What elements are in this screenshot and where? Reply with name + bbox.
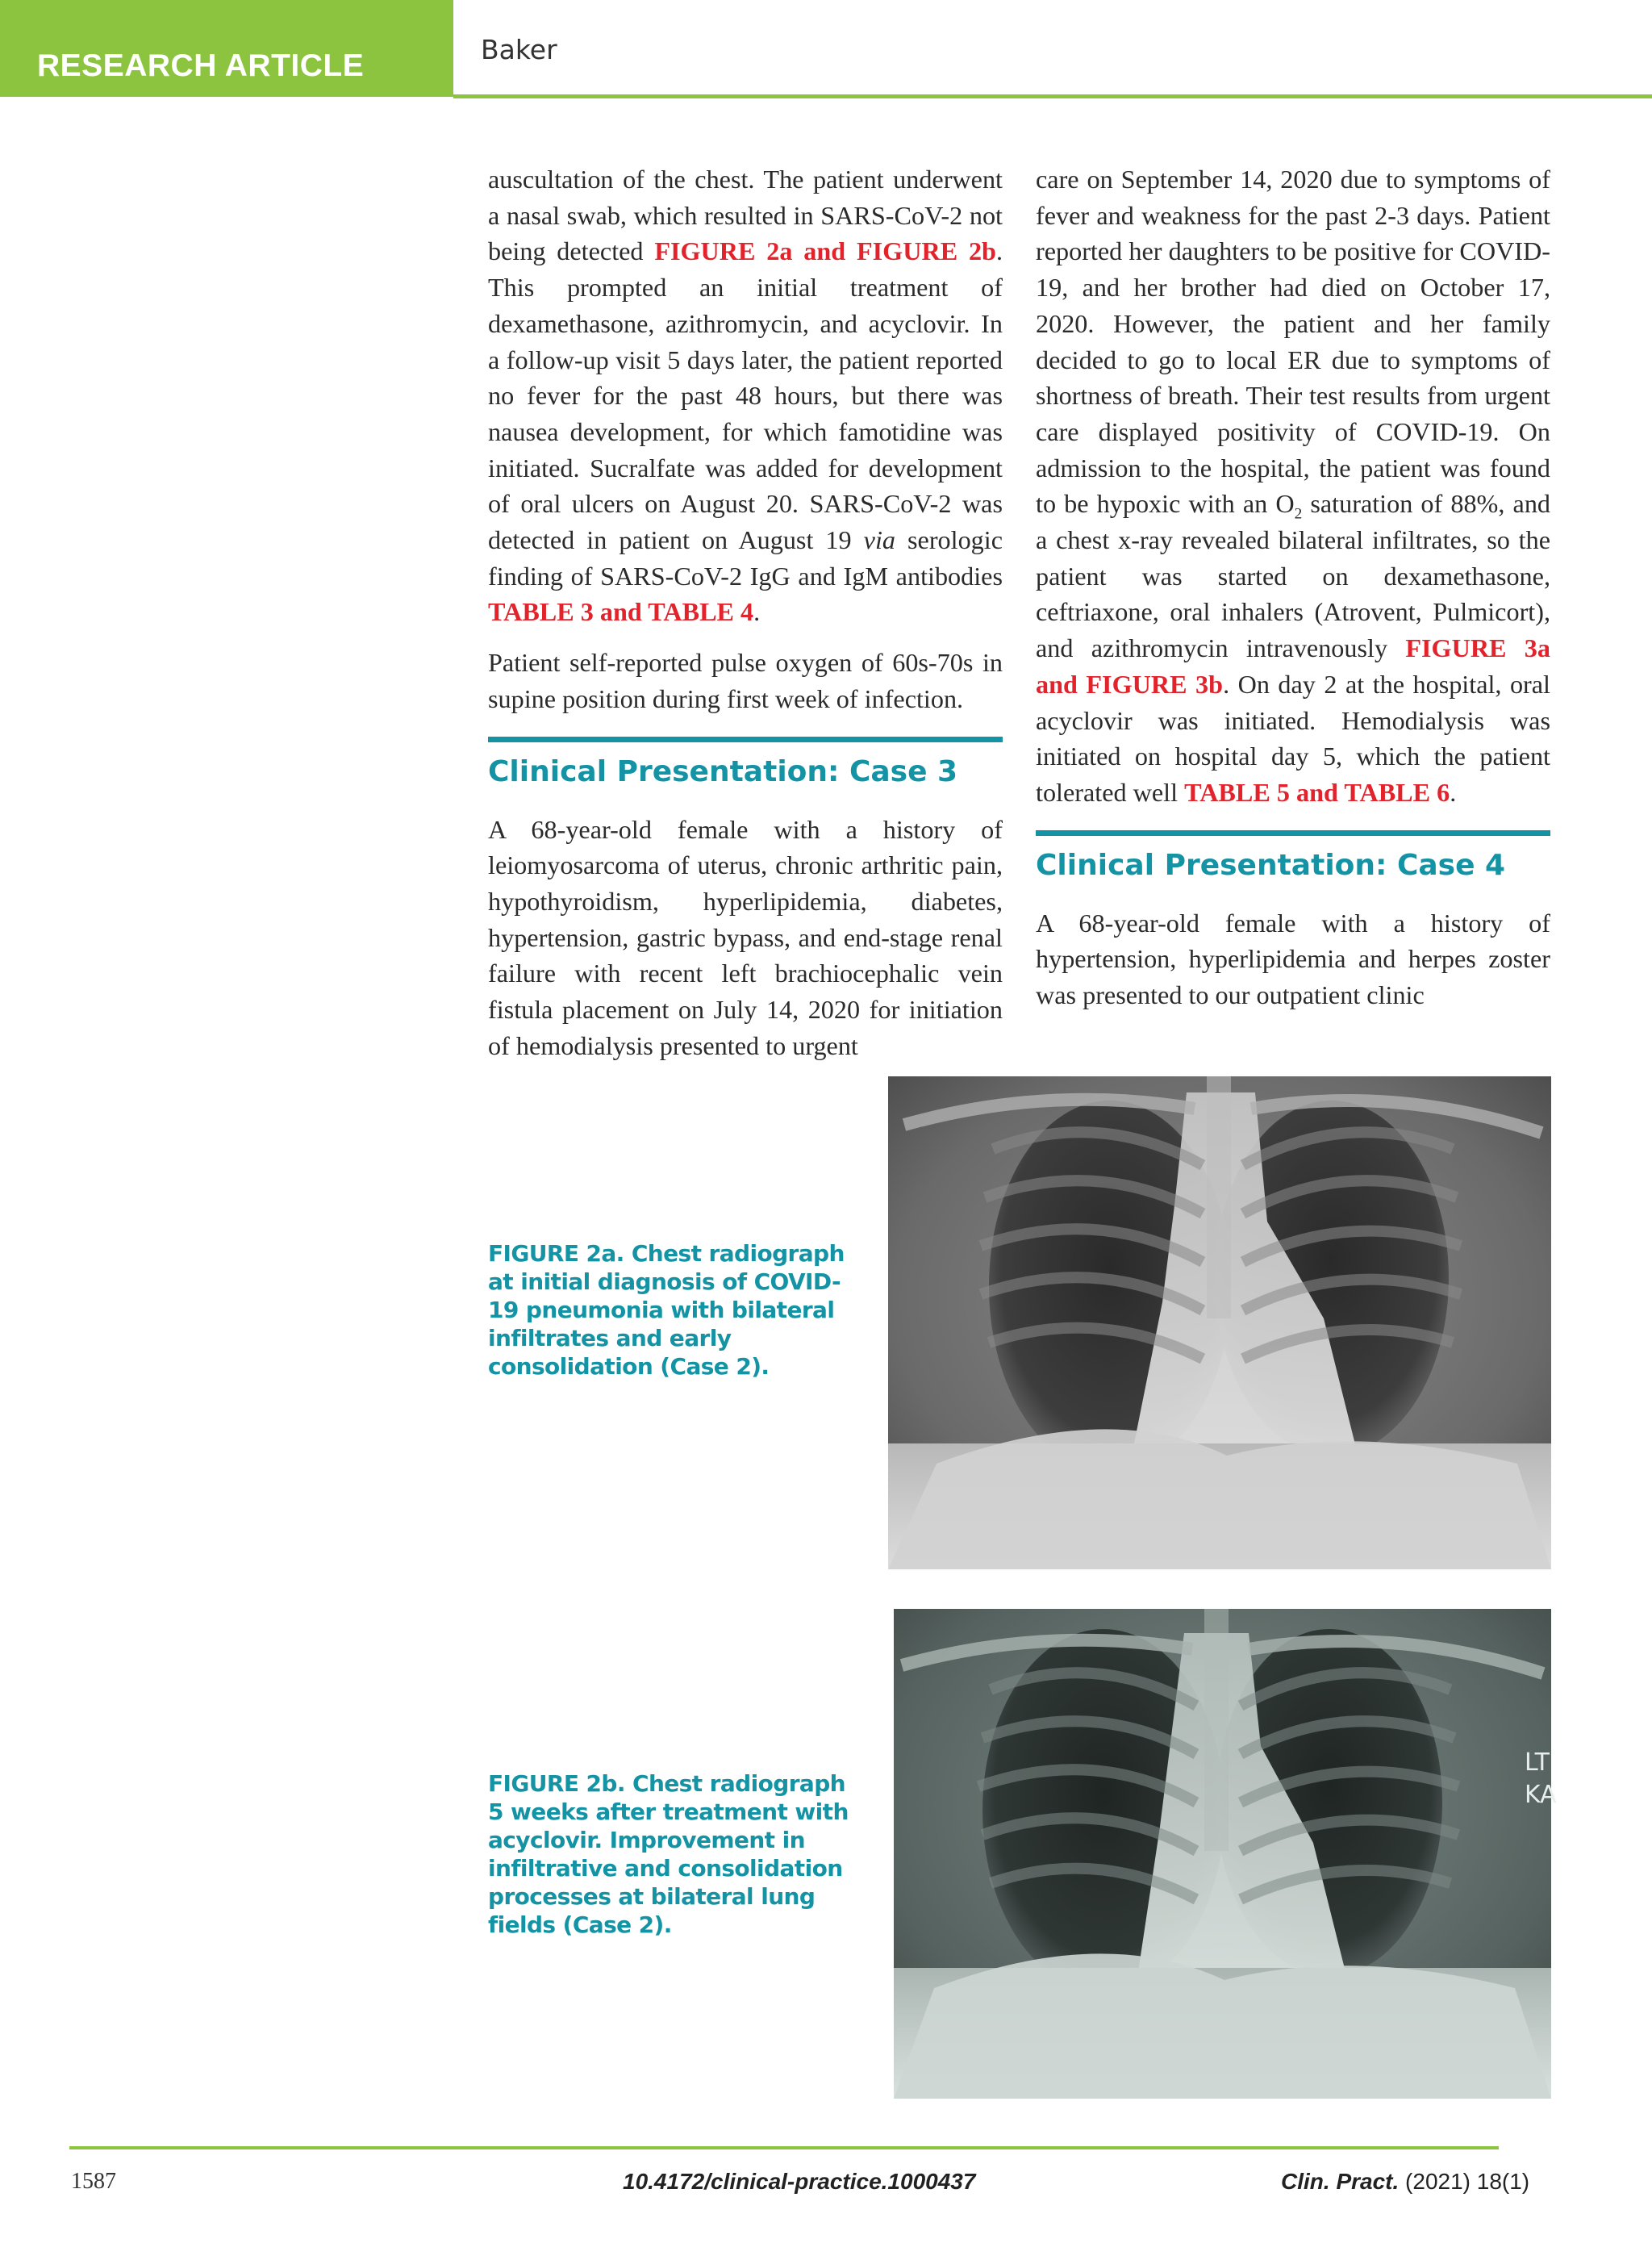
radiograph-side-marker-line2: KA (1525, 1781, 1557, 1809)
figure-2-reference-link[interactable]: FIGURE 2a and FIGURE 2b (654, 236, 996, 266)
paragraph-pulse-oxygen: Patient self-reported pulse oxygen of 60s-70s in supine position during first week of infection. (488, 648, 1003, 713)
running-head-author: Baker (481, 34, 557, 65)
text-run: . This prompted an initial treatment of dexamethasone, azithromycin, and acyclovir. In a follow-up visit 5 days later, the patient reported no fever for the past 48 hours, but there was nausea development, for which famotidine was initiated. Sucralfate was added for development of oral ulcers on August 20. SARS-CoV-2 was detected in patient on August 19 (488, 236, 1003, 555)
header-divider (453, 94, 1652, 98)
spine-shadow (1204, 1609, 1229, 1851)
text-run: . (1450, 777, 1457, 807)
article-type-badge (0, 0, 453, 97)
text-run: . On day 2 at the hospital, oral acyclovir was initiated. Hemodialysis was initiated on hospital day 5, which the patient tolerated well (1036, 669, 1551, 807)
section-case3 (488, 737, 1003, 794)
doi-link[interactable]: 10.4172/clinical-practice.1000437 (623, 2169, 976, 2194)
section-case4 (1036, 830, 1550, 888)
paragraph-case4: A 68-year-old female with a history of hypertension, hyperlipidemia and herpes zoster was presented to our outpatient clinic (1036, 908, 1550, 1010)
xray-image-2b (894, 1609, 1557, 2099)
article-type-label: RESEARCH ARTICLE (37, 48, 365, 83)
table-3-4-reference-link[interactable]: TABLE 3 and TABLE 4 (488, 597, 754, 627)
figure-2b-caption: FIGURE 2b. Chest radiograph 5 weeks after treatment with acyclovir. Improvement in infiltrative and consolidation processes at bilateral lung fields (Case 2). (488, 1770, 849, 1938)
right-text-column (1036, 161, 1550, 1013)
table-5-6-reference-link[interactable]: TABLE 5 and TABLE 6 (1184, 777, 1450, 807)
paragraph-case3: A 68-year-old female with a history of leiomyosarcoma of uterus, chronic arthritic pain, hypothyroidism, hyperlipidemia, diabetes, hypertension, gastric bypass, and end-stage renal failure with recent left brachiocephalic vein fistula placement on July 14, 2020 for initiation of hemodialysis presented to urgent (488, 814, 1003, 1060)
figure-3-reference-link[interactable]: FIGURE 3a and FIGURE 3b (1036, 633, 1550, 699)
text-run: . (753, 597, 761, 627)
left-text-column (488, 161, 1003, 1063)
text-run: care on September 14, 2020 due to symptoms of fever and weakness for the past 2-3 days. Patient reported her daughters to be positive for COVID-19, and her brother had died on October 17, 2020. However, the patient and her family decided to go to local ER due to symptoms of shortness of breath. Their test results from urgent care displayed positivity of COVID-19. On admission to the hospital, the patient was found to be hypoxic with an O (1036, 165, 1550, 519)
text-run: saturation of 88%, and a chest x-ray revealed bilateral infiltrates, so the patient was started on dexamethasone, ceftriaxone, oral inhalers (Atrovent, Pulmicort), and azithromycin intravenously (1036, 489, 1551, 663)
figure-2a-caption: FIGURE 2a. Chest radiograph at initial diagnosis of COVID-19 pneumonia with bilateral infiltrates and early consolidation (Case 2). (488, 1240, 845, 1380)
page-number: 1587 (71, 2169, 116, 2194)
text-run: auscultation of the chest. The patient underwent a nasal swab, which resulted in SARS-CoV-2 not being detected (488, 165, 1003, 266)
figure-2b-chest-radiograph (894, 1609, 1557, 2099)
figure-2a-chest-radiograph (888, 1076, 1551, 1569)
paragraph-case3-continued (1036, 161, 1550, 811)
journal-name: Clin. Pract. (1281, 2169, 1400, 2194)
xray-image-2a (888, 1076, 1551, 1569)
journal-citation (1281, 2169, 1529, 2195)
section-heading-case3: Clinical Presentation: Case 3 (488, 754, 958, 788)
text-run-italic: via (863, 525, 895, 555)
paragraph-case2-continued (488, 161, 1003, 630)
text-run: serologic finding of SARS-CoV-2 IgG and IgM antibodies (488, 525, 1003, 591)
subscript: 2 (1294, 505, 1303, 523)
spine-shadow (1207, 1076, 1231, 1318)
footer-divider (69, 2146, 1499, 2149)
section-heading-case4: Clinical Presentation: Case 4 (1036, 848, 1506, 882)
journal-issue: (2021) 18(1) (1399, 2169, 1530, 2194)
radiograph-side-marker-line1: LT (1525, 1748, 1550, 1777)
